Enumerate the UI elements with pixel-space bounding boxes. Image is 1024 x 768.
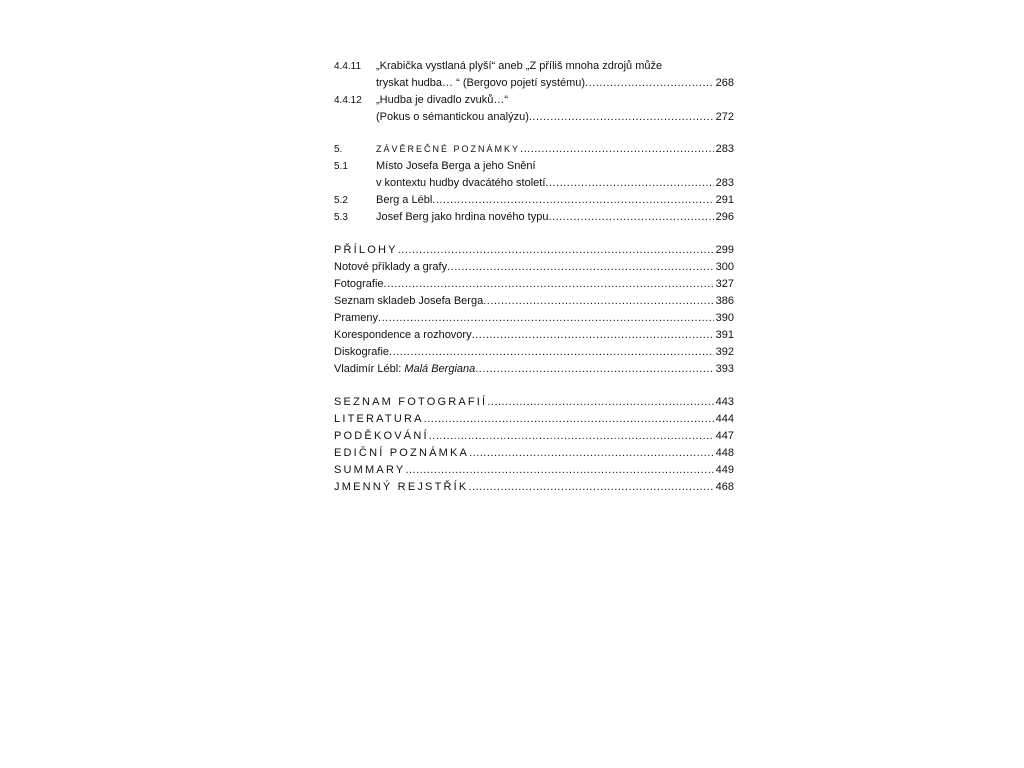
toc-number: 5.1	[334, 161, 348, 172]
leader-dots	[529, 109, 714, 126]
toc-title: PŘÍLOHY	[334, 244, 398, 256]
toc-back-item[interactable]	[334, 394, 734, 411]
toc-page: 299	[715, 244, 734, 256]
toc-back-item[interactable]	[334, 479, 734, 496]
toc-title: (Pokus o sémantickou analýzu)	[376, 111, 529, 123]
toc-page: 268	[715, 77, 734, 89]
toc-appendix-item[interactable]	[334, 259, 734, 276]
toc-title	[334, 361, 475, 378]
leader-dots	[378, 310, 714, 327]
toc-page: 272	[715, 111, 734, 123]
toc-title: ZÁVĚREČNÉ POZNÁMKY	[376, 144, 521, 154]
toc-appendix-item[interactable]	[334, 310, 734, 327]
toc-appendix-item[interactable]	[334, 293, 734, 310]
toc-title: Diskografie	[334, 346, 390, 358]
toc-entry-5-1[interactable]	[334, 158, 734, 175]
toc-back-item[interactable]	[334, 428, 734, 445]
toc-title: tryskat hudba… “ (Bergovo pojetí systému)	[376, 77, 586, 89]
toc-entry-5-3[interactable]	[334, 209, 734, 226]
toc-page: 296	[715, 211, 734, 223]
toc-entry-4-4-12-cont[interactable]	[334, 109, 734, 126]
toc-title: LITERATURA	[334, 413, 424, 425]
toc-entry-4-4-11[interactable]	[334, 58, 734, 75]
toc-appendix-item-lebl[interactable]	[334, 361, 734, 378]
toc-appendix-item[interactable]	[334, 276, 734, 293]
leader-dots	[389, 344, 714, 361]
toc-page: 327	[715, 278, 734, 290]
leader-dots	[487, 394, 713, 411]
toc-entry-4-4-12[interactable]	[334, 92, 734, 109]
leader-dots	[468, 479, 713, 496]
toc-title: EDIČNÍ POZNÁMKA	[334, 447, 470, 459]
toc-number: 5.3	[334, 212, 348, 223]
leader-dots	[398, 242, 714, 259]
toc-page: 283	[715, 177, 734, 189]
leader-dots	[405, 462, 713, 479]
toc-title: SUMMARY	[334, 464, 406, 476]
toc-page: 468	[715, 481, 734, 493]
toc-title: Prameny	[334, 312, 379, 324]
toc-title-prefix: Vladimír Lébl:	[334, 363, 405, 375]
toc-chapter-5[interactable]	[334, 141, 734, 158]
toc-title: Berg a Lébl	[376, 194, 433, 206]
toc-title: Fotografie	[334, 278, 384, 290]
toc-back-item[interactable]	[334, 411, 734, 428]
toc-title: v kontextu hudby dvacátého století	[376, 177, 546, 189]
toc-page: 386	[715, 295, 734, 307]
spacer	[334, 226, 734, 242]
toc-title: „Krabička vystlaná plyší“ aneb „Z příliš mnoha zdrojů může	[376, 60, 663, 72]
toc-entry-4-4-11-cont[interactable]	[334, 75, 734, 92]
leader-dots	[469, 445, 714, 462]
toc-appendix-item[interactable]	[334, 344, 734, 361]
toc-title: „Hudba je divadlo zvuků…“	[376, 94, 509, 106]
toc-back-item[interactable]	[334, 445, 734, 462]
toc-number: 4.4.11	[334, 61, 362, 72]
toc-title-italic: Malá Bergiana	[404, 363, 476, 375]
spacer	[334, 126, 734, 141]
toc-entry-5-1-cont[interactable]	[334, 175, 734, 192]
toc-section-prilohy[interactable]	[334, 242, 734, 259]
toc-page: 393	[715, 363, 734, 375]
toc-title: SEZNAM FOTOGRAFIÍ	[334, 396, 488, 408]
toc-page: 448	[715, 447, 734, 459]
toc-page: 449	[715, 464, 734, 476]
toc-page: 390	[715, 312, 734, 324]
leader-dots	[424, 411, 714, 428]
leader-dots	[545, 175, 713, 192]
toc-page: 392	[715, 346, 734, 358]
toc-title: Seznam skladeb Josefa Berga	[334, 295, 484, 307]
toc-page: 300	[715, 261, 734, 273]
leader-dots	[384, 276, 714, 293]
leader-dots	[432, 192, 713, 209]
toc-number: 5.2	[334, 195, 348, 206]
leader-dots	[483, 293, 713, 310]
leader-dots	[548, 209, 713, 226]
toc-title: JMENNÝ REJSTŘÍK	[334, 481, 469, 493]
toc-entry-5-2[interactable]	[334, 192, 734, 209]
toc-appendix-item[interactable]	[334, 327, 734, 344]
leader-dots	[520, 141, 714, 158]
toc-page: 447	[715, 430, 734, 442]
leader-dots	[585, 75, 714, 92]
toc-back-item[interactable]	[334, 462, 734, 479]
toc-number: 5.	[334, 144, 343, 155]
toc-title: PODĚKOVÁNÍ	[334, 430, 429, 442]
toc-title: Místo Josefa Berga a jeho Snění	[376, 160, 536, 172]
toc-number: 4.4.12	[334, 95, 362, 106]
table-of-contents	[334, 58, 734, 496]
toc-page: 391	[715, 329, 734, 341]
toc-page: 443	[715, 396, 734, 408]
leader-dots	[447, 259, 714, 276]
leader-dots	[429, 428, 714, 445]
leader-dots	[472, 327, 714, 344]
leader-dots	[475, 361, 713, 378]
toc-page: 291	[715, 194, 734, 206]
toc-page: 283	[715, 143, 734, 155]
toc-title: Korespondence a rozhovory	[334, 329, 472, 341]
spacer	[334, 378, 734, 394]
toc-page: 444	[715, 413, 734, 425]
toc-title: Notové příklady a grafy	[334, 261, 448, 273]
toc-title: Josef Berg jako hrdina nového typu	[376, 211, 549, 223]
